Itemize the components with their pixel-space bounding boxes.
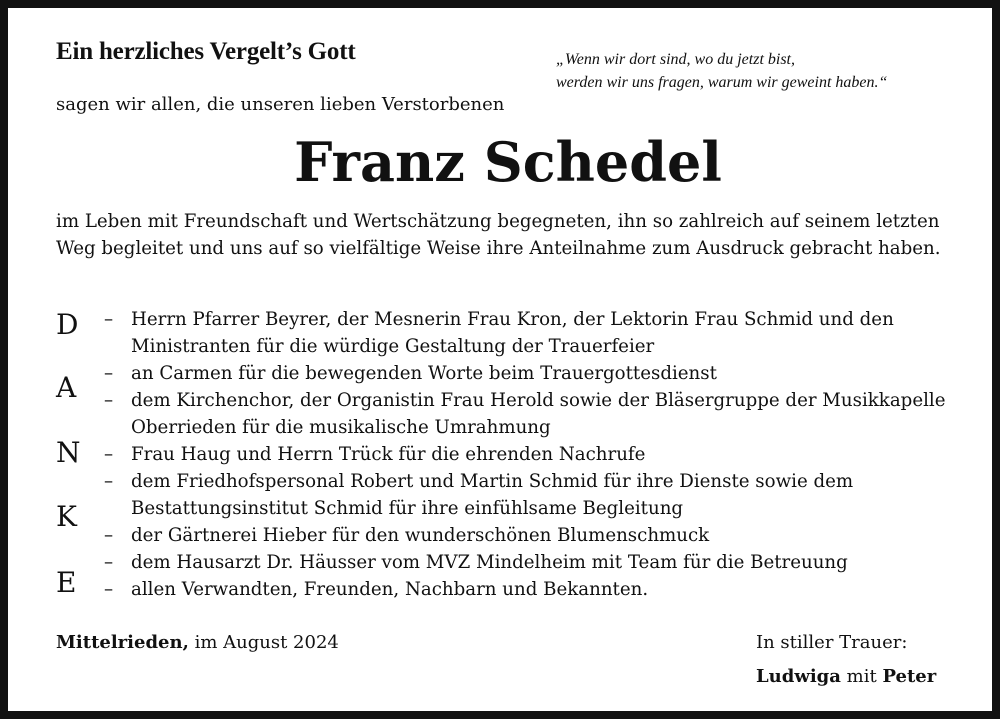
list-item [104,387,964,441]
dash: – [104,579,114,600]
signer-name: Peter [882,666,937,687]
danke-letter: D [56,308,79,341]
place: Mittelrieden, [56,632,189,653]
list-item [104,522,964,549]
signer-name: Ludwiga [756,666,841,687]
quote-line-1: „Wenn wir dort sind, wo du jetzt bist, [556,51,795,68]
list-item [104,441,964,468]
danke-letter: A [56,371,77,404]
mourning-label: In stiller Trauer: [756,632,908,653]
thanks-list [104,306,964,603]
dash: – [104,525,114,546]
danke-letter: E [56,566,77,599]
intro-text: sagen wir allen, die unseren lieben Verstorbenen [56,94,505,115]
dash: – [104,552,114,573]
danke-letter: K [56,500,77,533]
list-item-text: dem Kirchenchor, der Organistin Frau Herold sowie der Bläsergruppe der Musikkapelle Oberrieden für die musikalische Umrahmung [131,390,946,438]
list-item-text: Herrn Pfarrer Beyrer, der Mesnerin Frau Kron, der Lektorin Frau Schmid und den Ministranten für die würdige Gestaltung der Trauerfeier [131,309,894,357]
list-item [104,468,964,522]
list-item [104,576,964,603]
thanks-paragraph: im Leben mit Freundschaft und Wertschätzung begegneten, ihn so zahlreich auf seinem letzten Weg begleitet und uns auf so vielfältige Weise ihre Anteilnahme zum Ausdruck gebracht haben. [56,211,941,259]
list-item [104,549,964,576]
list-item-text: dem Friedhofspersonal Robert und Martin Schmid für ihre Dienste sowie dem Bestattungsinstitut Schmid für ihre einfühlsame Begleitung [131,471,854,519]
list-item [104,360,964,387]
quote [556,48,887,94]
signer-connector: mit [846,666,877,687]
dash: – [104,444,114,465]
thanks-heading: Ein herzliches Vergelt’s Gott [56,38,356,65]
list-item-text: allen Verwandten, Freunden, Nachbarn und Bekannten. [131,579,649,600]
list-item-text: Frau Haug und Herrn Trück für die ehrenden Nachrufe [131,444,646,465]
list-item-text: an Carmen für die bewegenden Worte beim Trauergottesdienst [131,363,717,384]
danke-letter: N [56,436,81,469]
list-item-text: dem Hausarzt Dr. Häusser vom MVZ Mindelheim mit Team für die Betreuung [131,552,848,573]
quote-line-2: werden wir uns fragen, warum wir geweint haben.“ [556,74,888,91]
dash: – [104,390,114,411]
date: im August 2024 [194,632,339,653]
dash: – [104,309,114,330]
dash: – [104,471,114,492]
signers [756,666,936,687]
deceased-name: Franz Schedel [294,130,722,194]
list-item-text: der Gärtnerei Hieber für den wunderschönen Blumenschmuck [131,525,710,546]
dash: – [104,363,114,384]
list-item [104,306,964,360]
place-date [56,632,339,653]
